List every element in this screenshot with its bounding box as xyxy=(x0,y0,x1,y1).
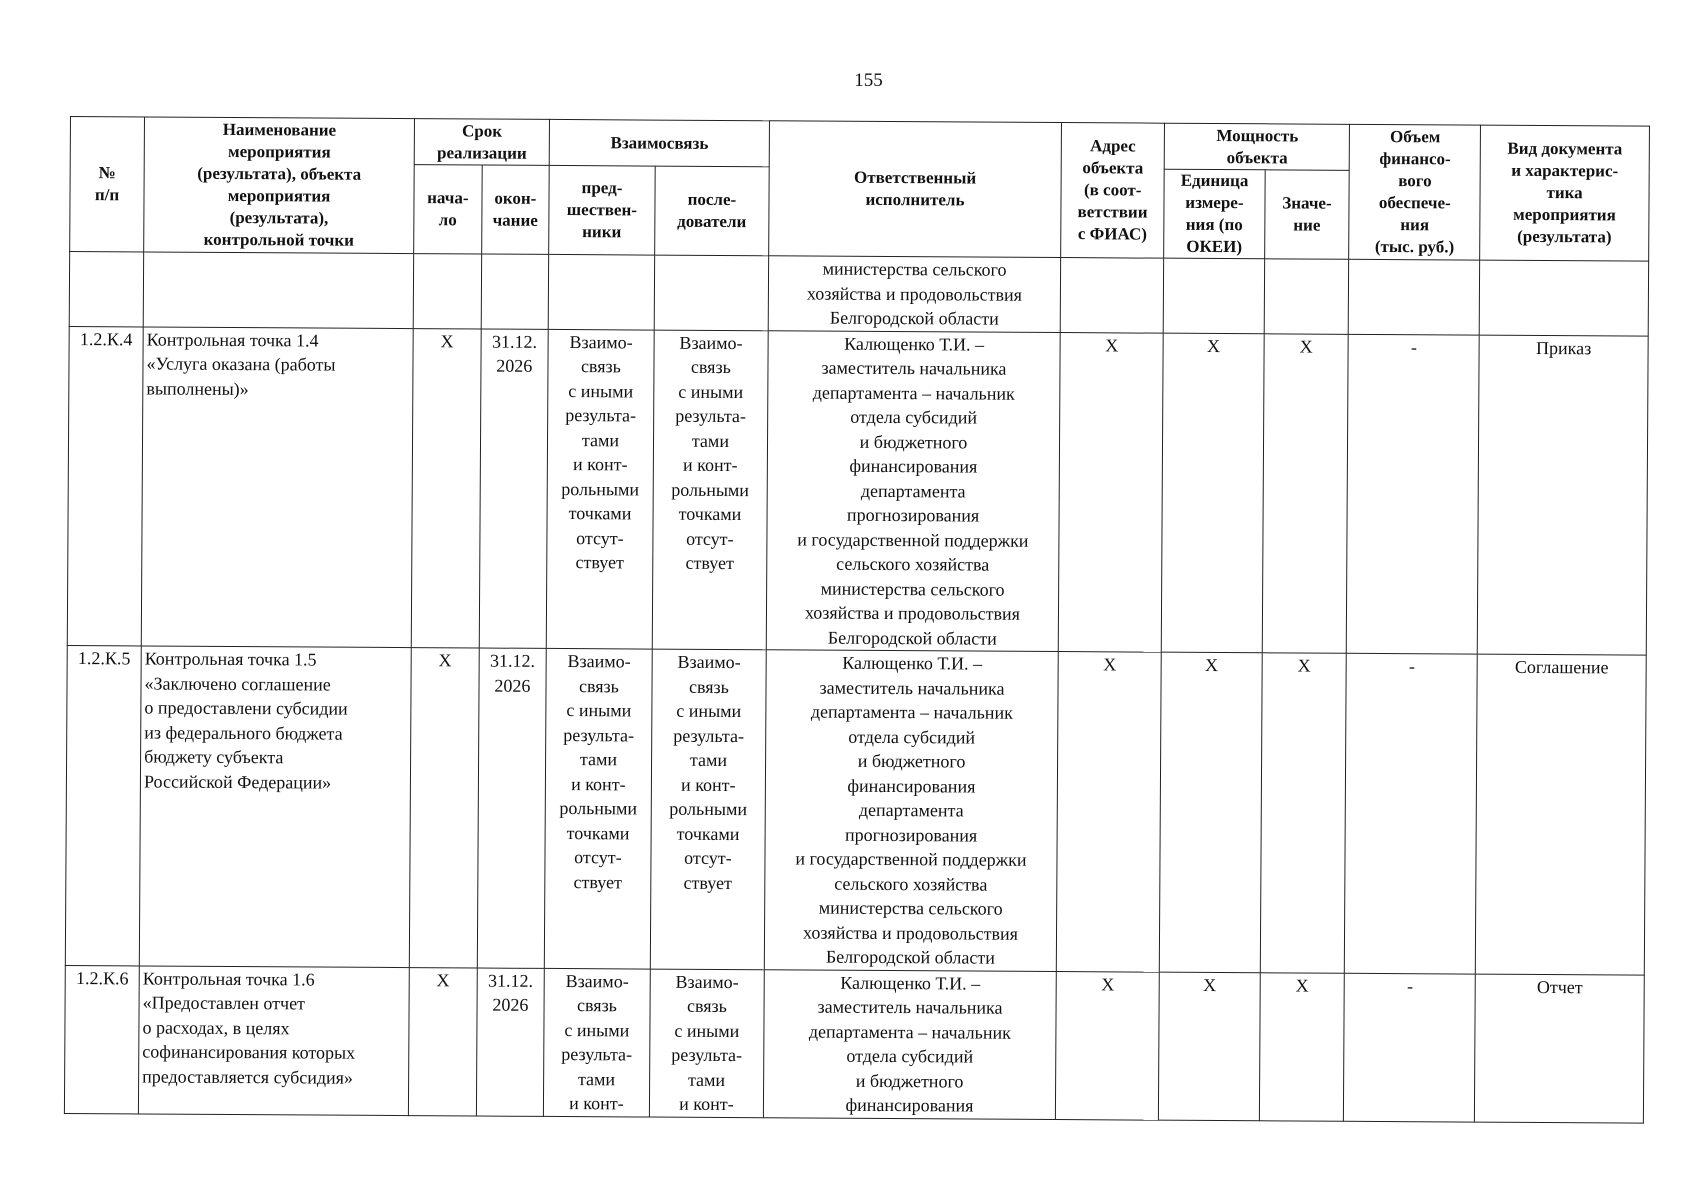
cell-prev: Взаимо- связь с иными результа- тами и конт- xyxy=(544,968,651,1117)
cell-address: X xyxy=(1056,652,1161,972)
cell-responsible: министерства сельского хозяйства и продовольствия Белгородской области xyxy=(768,256,1060,332)
cell-name xyxy=(143,252,413,328)
header-capacity: Мощность объекта xyxy=(1165,123,1350,170)
cell-prev: Взаимо- связь с иными результа- тами и конт- рольными точками отсут- ствует xyxy=(544,648,652,968)
cell-end: 31.12. 2026 xyxy=(479,329,548,649)
cell-next xyxy=(654,255,769,330)
header-relation: Взаимосвязь xyxy=(549,119,769,166)
cell-unit: X xyxy=(1160,652,1262,972)
cell-doc xyxy=(1479,260,1648,336)
cell-start: X xyxy=(408,967,476,1115)
header-term-end: окон- чание xyxy=(481,165,549,254)
cell-doc: Отчет xyxy=(1475,974,1645,1123)
cell-doc: Приказ xyxy=(1477,335,1648,656)
cell-funding: - xyxy=(1347,334,1480,654)
cell-funding xyxy=(1349,259,1480,334)
cell-prev xyxy=(548,254,654,329)
cell-responsible: Калющенко Т.И. – заместитель начальника департамента – начальник отдела субсидий и бюджетного финансирования департамента прогнозирования и государственной поддержки сельского хозяйства министерства сельского хозяйства и продовольствия Белгородской области xyxy=(764,650,1058,971)
cell-value: X xyxy=(1259,972,1345,1121)
cell-address xyxy=(1060,258,1164,333)
cell-responsible: Калющенко Т.И. – заместитель начальника департамента – начальник отдела субсидий и бюджетного финансирования xyxy=(763,969,1056,1119)
header-num: № п/п xyxy=(70,117,145,252)
cell-value xyxy=(1264,259,1349,334)
cell-unit xyxy=(1164,258,1265,333)
cell-value: X xyxy=(1260,653,1347,973)
cell-doc: Соглашение xyxy=(1475,654,1646,975)
table-row xyxy=(67,326,1648,655)
header-address: Адрес объекта (в соот- ветствии с ФИАС) xyxy=(1061,123,1165,259)
cell-prev: Взаимо- связь с иными результа- тами и конт- рольными точками отсут- ствует xyxy=(546,329,654,649)
cell-end: 31.12. 2026 xyxy=(477,648,546,968)
cell-next: Взаимо- связь с иными результа- тами и конт- xyxy=(649,969,764,1118)
cell-num: 1.2.К.4 xyxy=(67,326,143,646)
header-relation-next: после- дователи xyxy=(654,166,769,256)
header-term: Срок реализации xyxy=(414,119,549,166)
cell-unit: X xyxy=(1162,333,1264,653)
cell-start: X xyxy=(411,328,480,648)
cell-start: X xyxy=(409,648,478,968)
cell-funding: - xyxy=(1344,973,1476,1122)
cell-funding: - xyxy=(1345,653,1478,973)
cell-name: Контрольная точка 1.6 «Предоставлен отчет о расходах, в целях софинансирования которых предоставляется субсидия» xyxy=(138,965,409,1115)
events-table xyxy=(64,116,1650,1123)
table-row-continuation xyxy=(69,252,1648,336)
cell-start xyxy=(413,254,481,329)
cell-name: Контрольная точка 1.4 «Услуга оказана (работы выполнены)» xyxy=(141,326,413,647)
page-number: 155 xyxy=(854,70,883,91)
header-doc-type: Вид документа и характерис- тика мероприятия (результата) xyxy=(1480,125,1650,261)
header-name: Наименование мероприятия (результата), объекта мероприятия (результата), контрольной точки xyxy=(144,117,415,254)
cell-num xyxy=(69,252,144,327)
cell-address: X xyxy=(1055,971,1159,1120)
cell-end xyxy=(481,254,549,329)
header-relation-prev: пред- шествен- ники xyxy=(549,165,655,255)
header-capacity-unit: Единица измере- ния (по ОКЕИ) xyxy=(1164,169,1265,259)
cell-num: 1.2.К.5 xyxy=(65,645,141,965)
header-capacity-value: Значе- ние xyxy=(1264,170,1349,260)
cell-next: Взаимо- связь с иными результа- тами и конт- рольными точками отсут- ствует xyxy=(650,649,766,969)
cell-value: X xyxy=(1262,333,1349,653)
table-row xyxy=(65,645,1646,974)
cell-num: 1.2.К.6 xyxy=(64,965,139,1113)
cell-address: X xyxy=(1058,332,1163,652)
cell-next: Взаимо- связь с иными результа- тами и конт- рольными точками отсут- ствует xyxy=(652,330,768,650)
header-responsible: Ответственный исполнитель xyxy=(769,121,1062,258)
table-row xyxy=(64,965,1644,1123)
cell-unit: X xyxy=(1159,972,1260,1121)
cell-name: Контрольная точка 1.5 «Заключено соглашение о предоставлени субсидии из федерального бюджета бюджету субъекта Российской Федерации» xyxy=(139,646,411,967)
cell-responsible: Калющенко Т.И. – заместитель начальника департамента – начальник отдела субсидий и бюджетного финансирования департамента прогнозирования и государственной поддержки сельского хозяйства министерства сельского хозяйства и продовольствия Белгородской области xyxy=(766,330,1060,651)
cell-end: 31.12. 2026 xyxy=(476,968,544,1116)
header-term-start: нача- ло xyxy=(414,165,482,254)
header-funding: Объем финансо- вого обеспече- ния (тыс. руб.) xyxy=(1349,124,1480,260)
